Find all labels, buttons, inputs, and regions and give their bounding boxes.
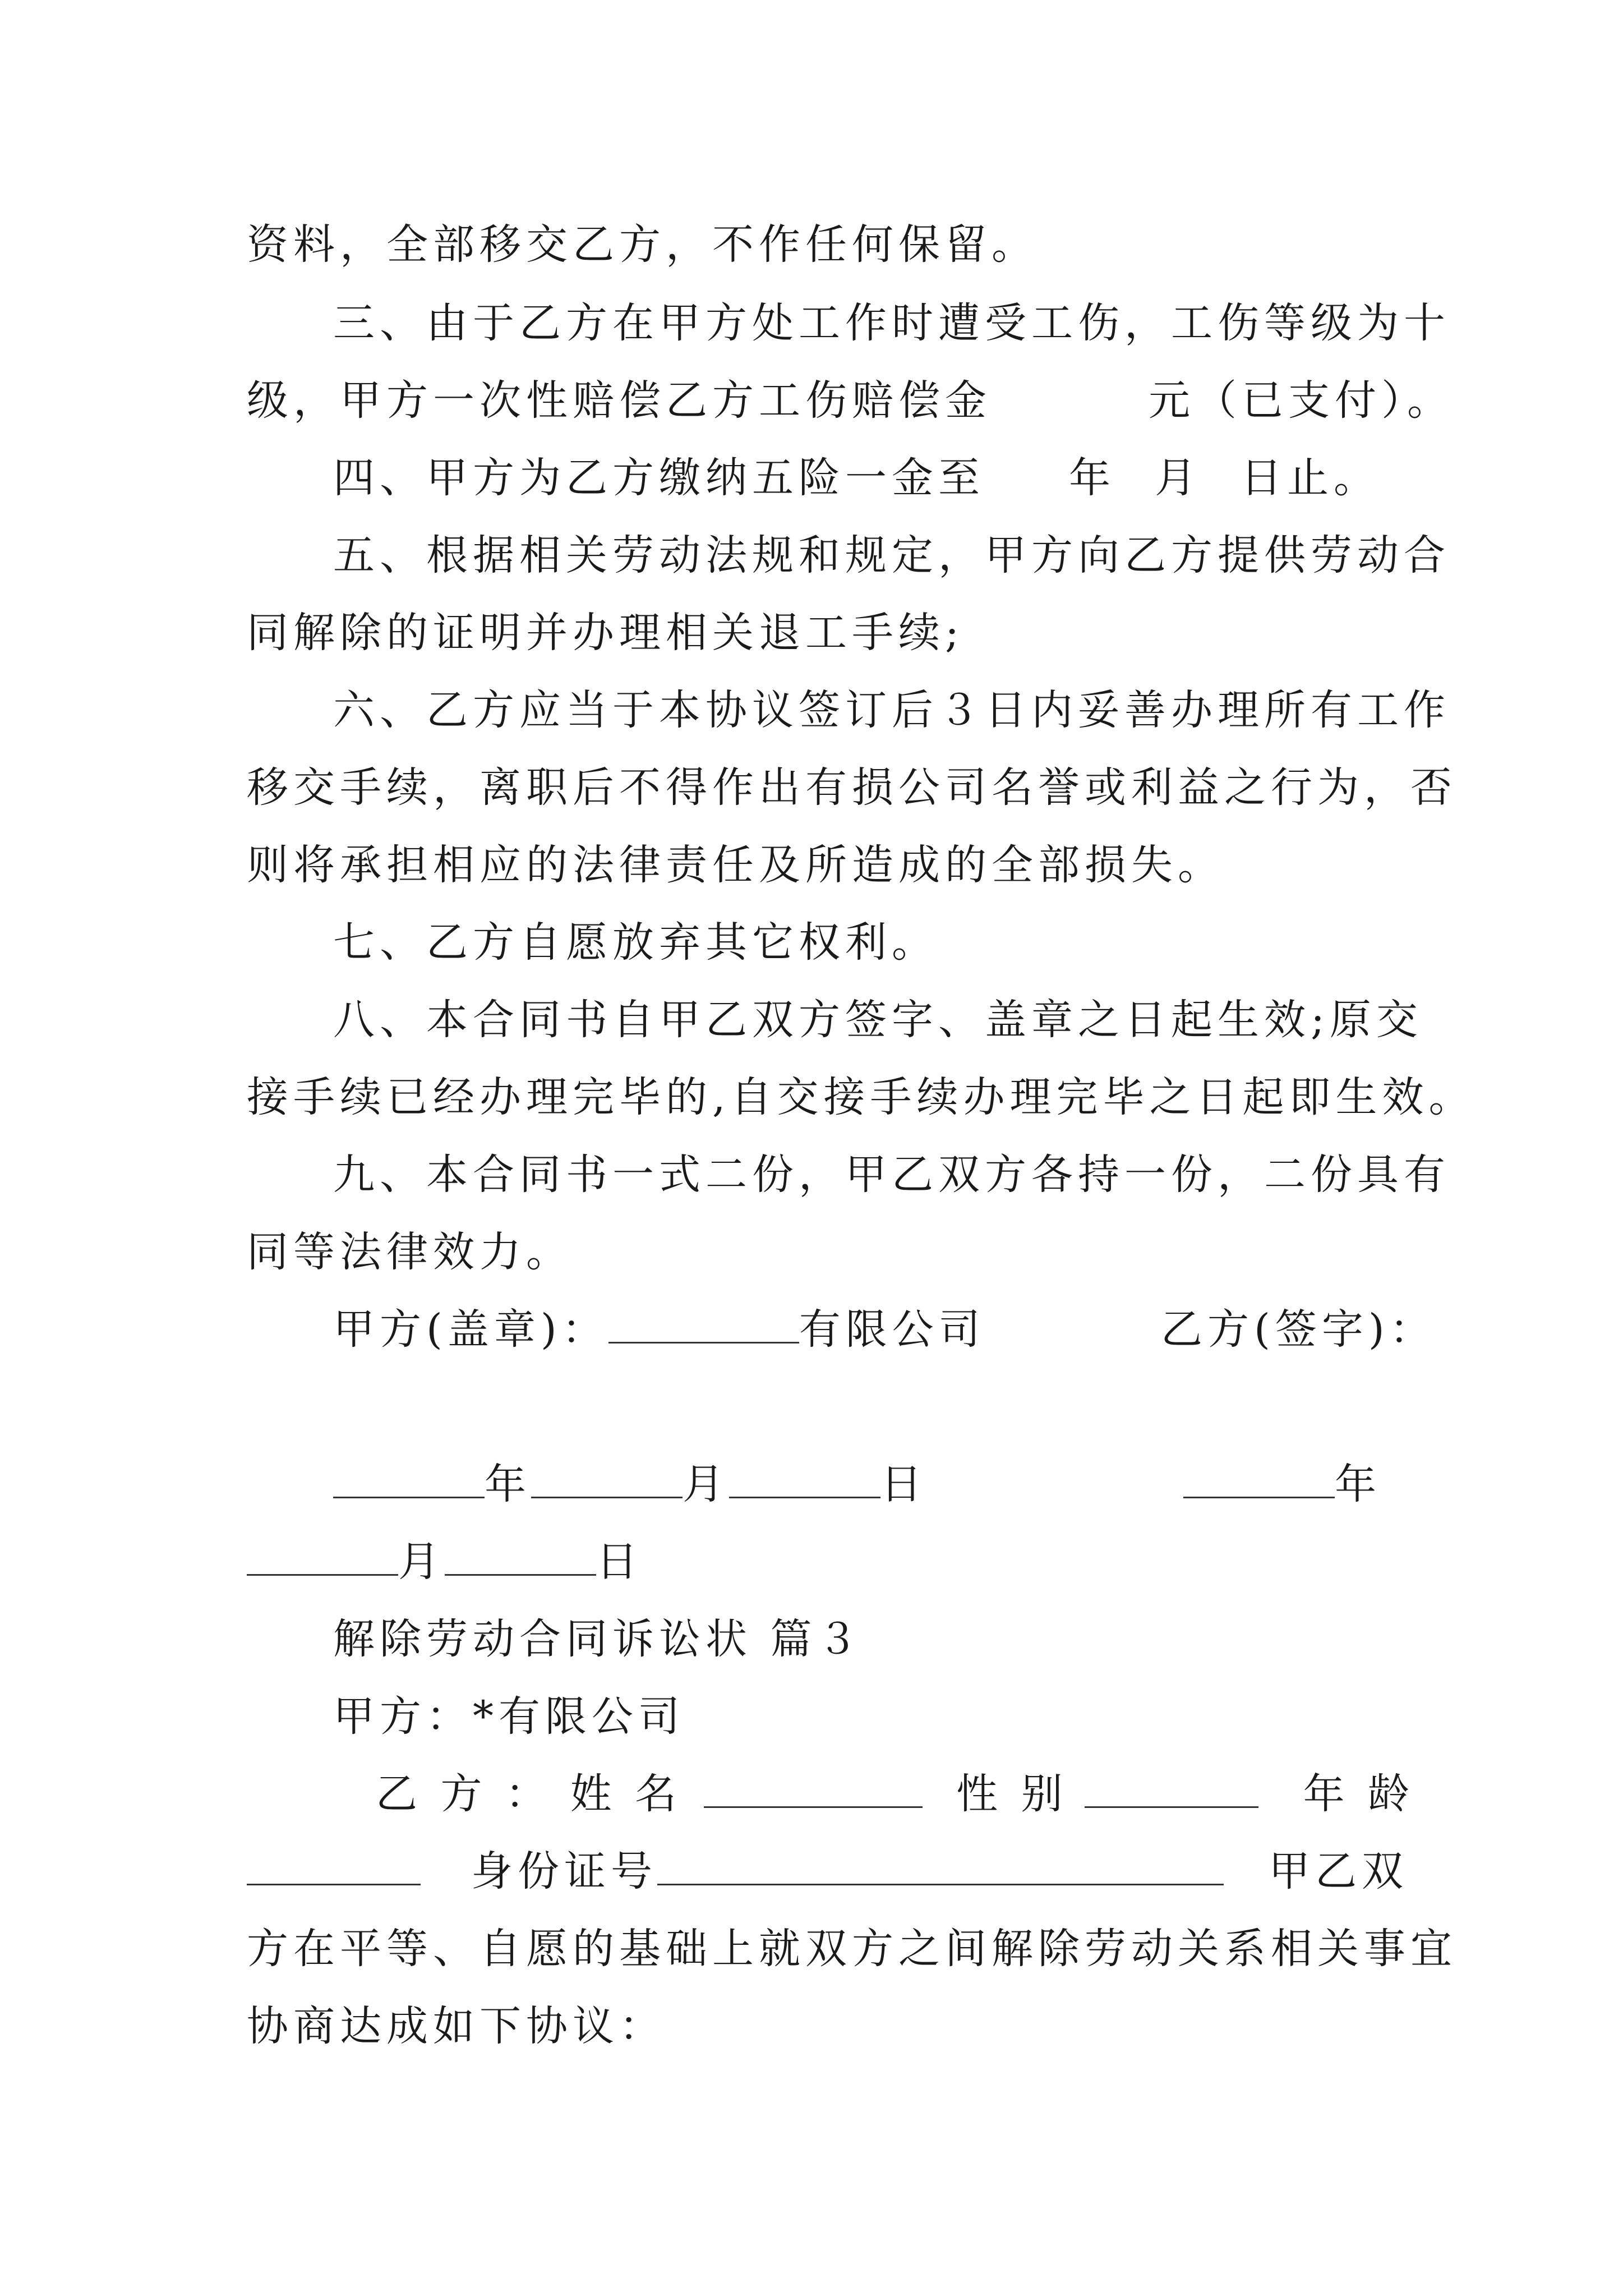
text-segment: 甲乙双 xyxy=(1269,1847,1408,1895)
text-segment: 元（已支付）。 xyxy=(1149,376,1454,425)
clause-9-line-1: 九、本合同书一式二份，甲乙双方各持一份，二份具有 xyxy=(333,1151,1450,1199)
clause-6-line-1: 六、乙方应当于本协议签订后３日内妥善办理所有工作 xyxy=(333,686,1450,734)
month-label: 月 xyxy=(1155,454,1201,502)
day-label: 日 xyxy=(596,1538,643,1586)
day-blank xyxy=(729,1457,880,1498)
month-blank xyxy=(247,1535,398,1576)
gender-blank xyxy=(1085,1767,1258,1808)
name-label: 乙 方 ： 姓 名 xyxy=(376,1770,682,1818)
id-number-blank xyxy=(657,1844,1224,1885)
clause-8-line-1: 八、本合同书自甲乙双方签字、盖章之日起生效;原交 xyxy=(333,996,1423,1044)
text-segment: 四、甲方为乙方缴纳五险一金至 xyxy=(333,454,985,502)
name-blank xyxy=(704,1767,923,1808)
clause-3-line-2 xyxy=(247,372,1454,429)
year-label: 年 xyxy=(1069,454,1115,502)
year-blank xyxy=(333,1457,485,1498)
date-line-2 xyxy=(1183,1456,1381,1512)
year-label: 年 xyxy=(485,1460,531,1508)
party-a-seal-label: 甲方(盖章)： xyxy=(333,1305,608,1354)
clause-5-line-1: 五、根据相关劳动法规和规定，甲方向乙方提供劳动合 xyxy=(333,531,1450,579)
gender-label: 性 别 xyxy=(956,1770,1068,1818)
day-blank xyxy=(445,1535,596,1576)
party-b-signature-label: 乙方(签字)： xyxy=(1161,1305,1436,1354)
id-label: 身份证号 xyxy=(471,1847,657,1895)
text-segment: 级，甲方一次性赔偿乙方工伤赔偿金 xyxy=(247,376,992,425)
year-blank xyxy=(1183,1457,1335,1498)
month-blank xyxy=(531,1457,683,1498)
month-label: 月 xyxy=(398,1538,445,1586)
party-b-info-line xyxy=(376,1766,1414,1822)
text-segment: 日止。 xyxy=(1241,454,1380,502)
company-suffix: 有限公司 xyxy=(799,1305,985,1354)
age-label: 年 龄 xyxy=(1303,1770,1415,1818)
age-blank xyxy=(247,1844,421,1885)
text-line: 资料，全部移交乙方，不作任何保留。 xyxy=(247,220,1038,269)
clause-9-line-2: 同等法律效力。 xyxy=(247,1228,573,1276)
clause-3-line-1: 三、由于乙方在甲方处工作时遭受工伤，工伤等级为十 xyxy=(333,299,1450,347)
date-line-3 xyxy=(247,1534,643,1590)
agreement-intro-line-1: 方在平等、自愿的基础上就双方之间解除劳动关系相关事宜 xyxy=(247,1925,1457,1973)
clause-8-line-2: 接手续已经办理完毕的,自交接手续办理完毕之日起即生效。 xyxy=(247,1073,1476,1121)
year-label: 年 xyxy=(1335,1460,1381,1508)
signature-line xyxy=(333,1301,985,1358)
company-name-blank xyxy=(608,1303,799,1343)
id-line xyxy=(247,1843,1408,1899)
clause-6-line-2: 移交手续，离职后不得作出有损公司名誉或利益之行为，否 xyxy=(247,763,1457,812)
clause-5-line-2: 同解除的证明并办理相关退工手续; xyxy=(247,609,964,657)
day-label: 日 xyxy=(880,1460,927,1508)
date-line-1 xyxy=(333,1456,927,1512)
party-a-line: 甲方：*有限公司 xyxy=(333,1692,685,1741)
section-heading: 解除劳动合同诉讼状 篇３ xyxy=(333,1615,864,1663)
clause-7-line: 七、乙方自愿放弃其它权利。 xyxy=(333,918,938,967)
agreement-intro-line-2: 协商达成如下协议： xyxy=(247,2002,666,2050)
clause-6-line-3: 则将承担相应的法律责任及所造成的全部损失。 xyxy=(247,841,1224,889)
month-label: 月 xyxy=(683,1460,729,1508)
clause-4-line xyxy=(333,450,1380,506)
